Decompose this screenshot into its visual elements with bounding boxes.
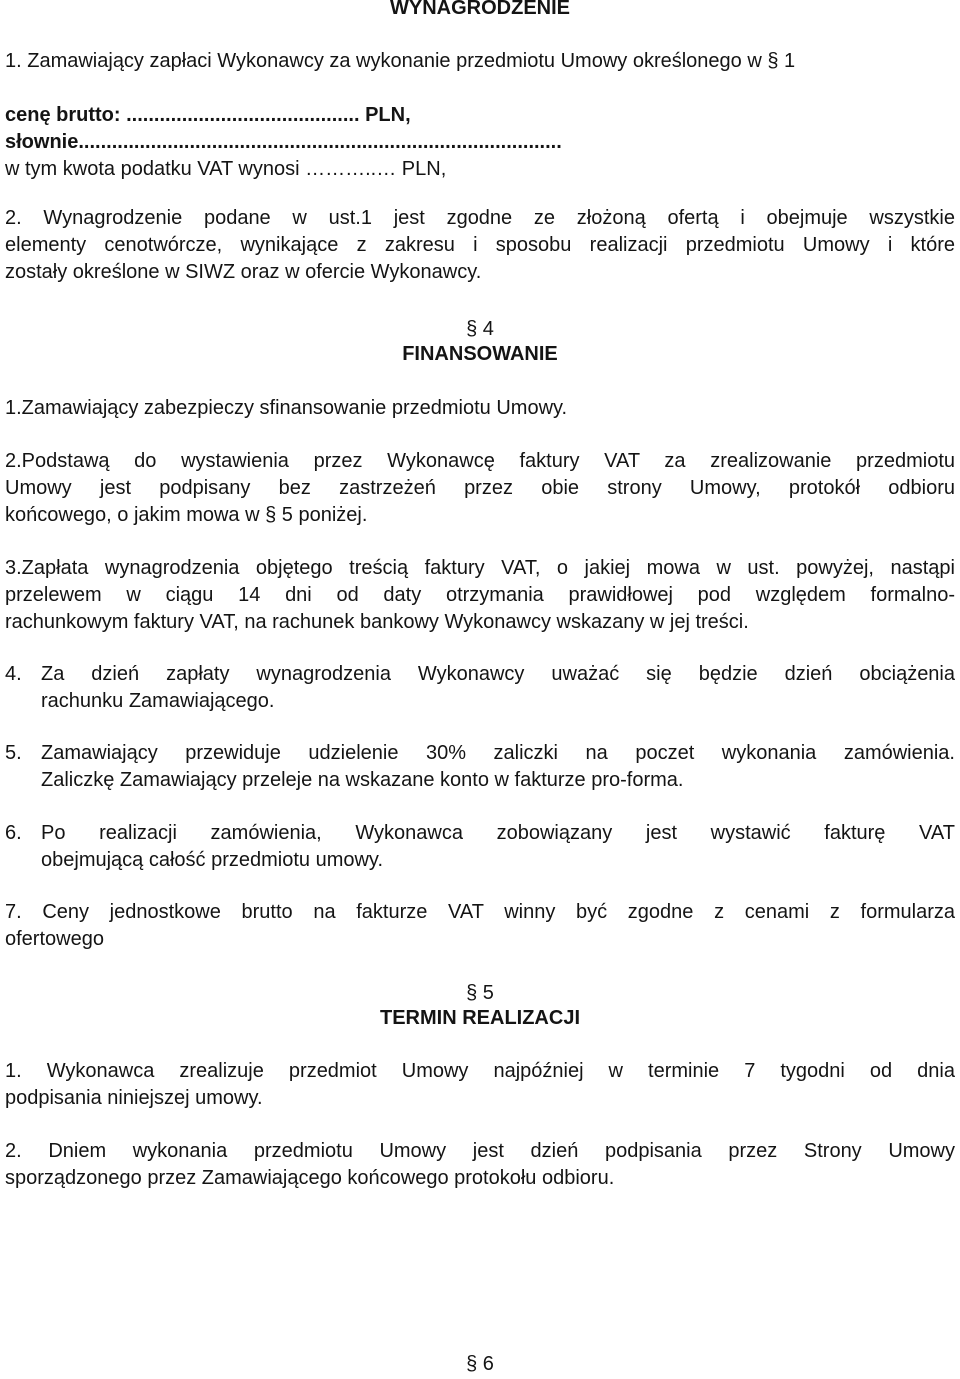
- fin-paragraph-4-line-2: rachunku Zamawiającego.: [41, 690, 275, 712]
- term-paragraph-1-line-1: 1. Wykonawca zrealizuje przedmiot Umowy najpóźniej w terminie 7 tygodni od dnia: [5, 1060, 955, 1082]
- wyn-paragraph-2-line-2: elementy cenotwórcze, wynikające z zakresu i sposobu realizacji przedmiotu Umowy i które: [5, 234, 955, 256]
- fin-paragraph-3-line-2: przelewem w ciągu 14 dni od daty otrzymania prawidłowej pod względem formalno-: [5, 584, 955, 606]
- fin-paragraph-6-line-2: obejmującą całość przedmiotu umowy.: [41, 849, 384, 871]
- section-number-5: § 5: [466, 982, 494, 1004]
- words-line: [5, 129, 955, 156]
- fin-paragraph-4-line-1: Za dzień zapłaty wynagrodzenia Wykonawcy uważać się będzie dzień obciążenia: [41, 663, 955, 685]
- price-unit: PLN,: [359, 104, 411, 126]
- section-heading-wynagrodzenie: WYNAGRODZENIE: [390, 0, 570, 19]
- fin-paragraph-3-line-3: rachunkowym faktury VAT, na rachunek bankowy Wykonawcy wskazany w jej treści.: [5, 611, 749, 633]
- fin-paragraph-1: 1.Zamawiający zabezpieczy sfinansowanie przedmiotu Umowy.: [5, 397, 568, 419]
- wyn-paragraph-2-line-1: 2. Wynagrodzenie podane w ust.1 jest zgodne ze złożoną ofertą i obejmuje wszystkie: [5, 207, 955, 229]
- fin-paragraph-5-line-2: Zaliczkę Zamawiający przeleje na wskazane konto w fakturze pro-forma.: [41, 769, 684, 791]
- section-number-6: § 6: [466, 1353, 494, 1375]
- vat-line: w tym kwota podatku VAT wynosi ………..… PLN,: [5, 158, 447, 180]
- fin-paragraph-5-number: 5.: [5, 742, 22, 764]
- fin-paragraph-3-line-1: 3.Zapłata wynagrodzenia objętego treścią faktury VAT, o jakiej mowa w ust. powyżej, nastąpi: [5, 557, 955, 579]
- price-label: cenę brutto:: [5, 104, 127, 126]
- term-paragraph-2-line-2: sporządzonego przez Zamawiającego końcowego protokołu odbioru.: [5, 1167, 615, 1189]
- section-number-4: § 4: [466, 318, 494, 340]
- fin-paragraph-2-line-3: końcowego, o jakim mowa w § 5 poniżej.: [5, 504, 368, 526]
- term-paragraph-2-line-1: 2. Dniem wykonania przedmiotu Umowy jest dzień podpisania przez Strony Umowy: [5, 1140, 955, 1162]
- wyn-paragraph-2-line-3: zostały określone w SIWZ oraz w ofercie Wykonawcy.: [5, 261, 482, 283]
- words-label: słownie: [5, 131, 79, 153]
- fin-paragraph-6-number: 6.: [5, 822, 22, 844]
- fin-paragraph-5-line-1: Zamawiający przewiduje udzielenie 30% zaliczki na poczet wykonania zamówienia.: [41, 742, 955, 764]
- section-title-termin-realizacji: TERMIN REALIZACJI: [380, 1007, 580, 1029]
- fin-paragraph-2-line-2: Umowy jest podpisany bez zastrzeżeń przez obie strony Umowy, protokół odbioru: [5, 477, 955, 499]
- fin-paragraph-7-line-2: ofertowego: [5, 928, 104, 950]
- fin-paragraph-7-line-1: 7. Ceny jednostkowe brutto na fakturze VAT winny być zgodne z cenami z formularza: [5, 901, 955, 923]
- price-dots: ..........................................: [126, 104, 360, 126]
- fin-paragraph-6-line-1: Po realizacji zamówienia, Wykonawca zobowiązany jest wystawić fakturę VAT: [41, 822, 955, 844]
- words-dots: .......................................................................................: [78, 131, 562, 153]
- fin-paragraph-2-line-1: 2.Podstawą do wystawienia przez Wykonawcę faktury VAT za zrealizowanie przedmiotu: [5, 450, 955, 472]
- price-line: [5, 102, 955, 129]
- fin-paragraph-4-number: 4.: [5, 663, 22, 685]
- section-title-finansowanie: FINANSOWANIE: [402, 343, 558, 365]
- wyn-paragraph-1: 1. Zamawiający zapłaci Wykonawcy za wykonanie przedmiotu Umowy określonego w § 1: [5, 50, 796, 72]
- term-paragraph-1-line-2: podpisania niniejszej umowy.: [5, 1087, 263, 1109]
